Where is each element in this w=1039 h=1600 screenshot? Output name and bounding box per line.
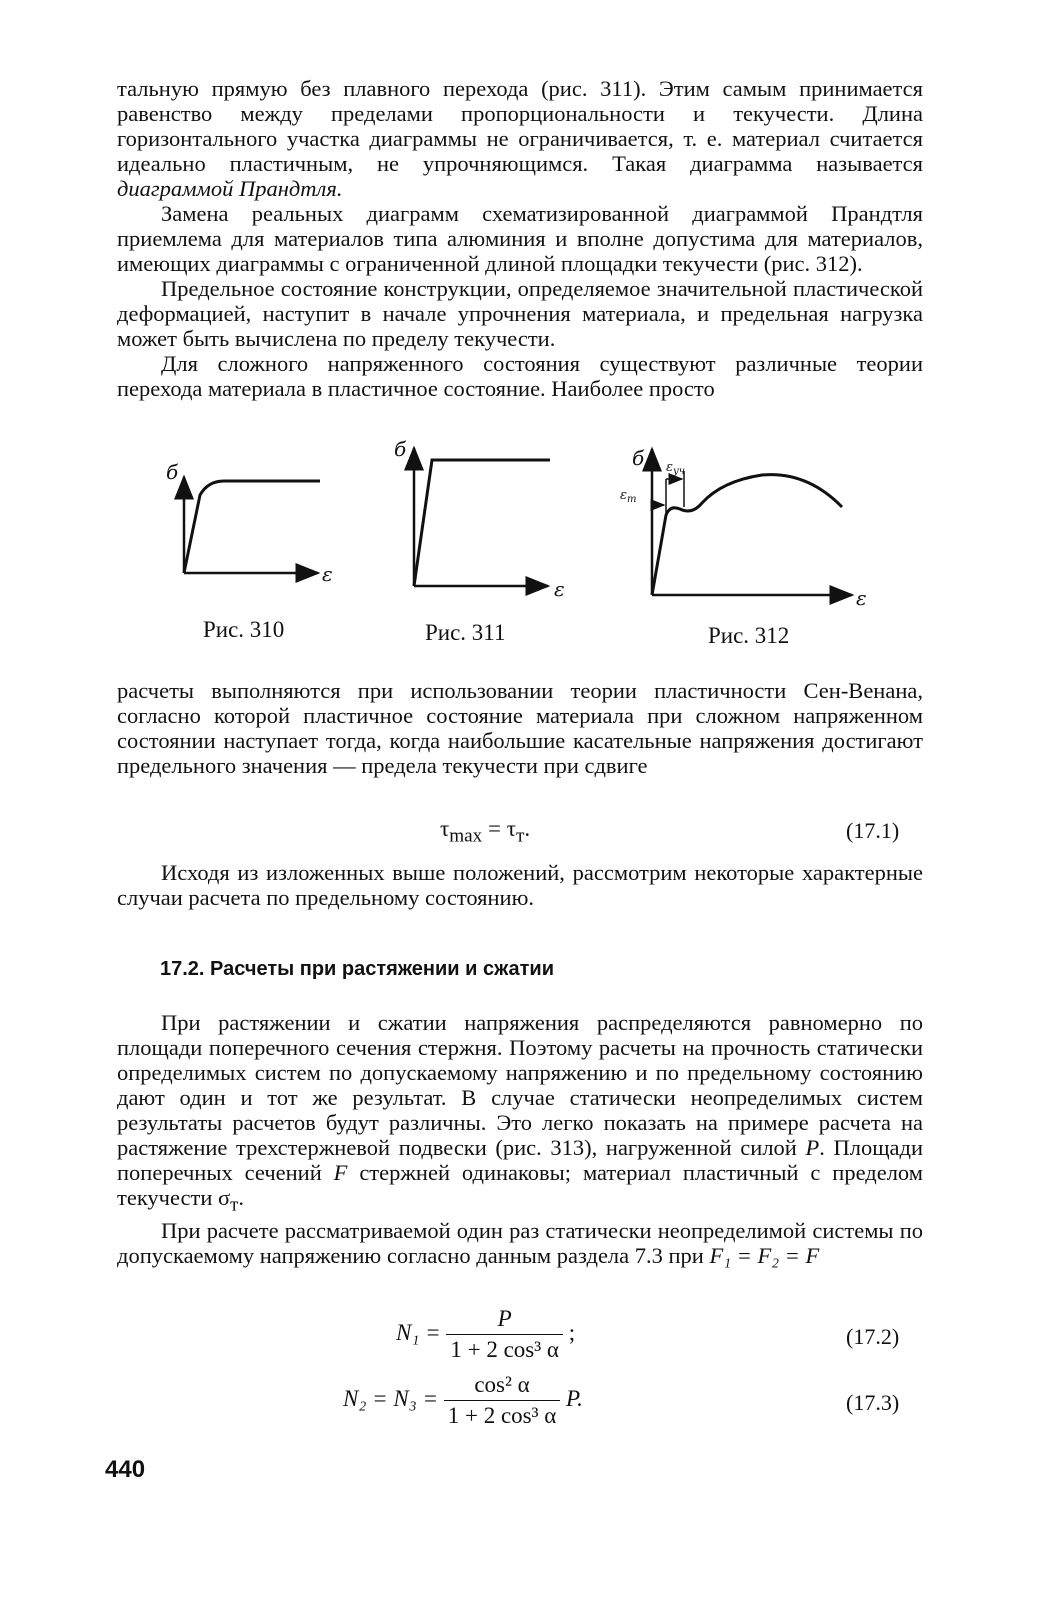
stress-strain-curve: [652, 475, 842, 595]
page-number: 440: [105, 1456, 146, 1483]
figure-312: [612, 445, 872, 610]
paragraph: Замена реальных диаграмм схематизированной диаграммой Прандтля приемлема для материалов типа алюминия и вполне допустима для материалов, имеющих диаграммы с ограниченной длиной площадки текучести (рис. 312).: [117, 201, 923, 276]
equation-number: (17.2): [846, 1324, 900, 1349]
sigma-label: б: [166, 460, 179, 484]
diagram-312: [612, 445, 872, 610]
paragraph: расчеты выполняются при использовании теории пластичности Сен-Венана, согласно которой пластичное состояние материала при сложном напряженном состоянии наступает тогда, когда наибольшие касательные напряжения достигают предельного значения — предела текучести при сдвиге: [117, 678, 923, 778]
epsilon-label: ε: [322, 562, 333, 586]
section-heading: 17.2. Расчеты при растяжении и сжатии: [160, 958, 554, 980]
prandtl-diagram-line: [414, 460, 550, 586]
stress-strain-curve: [184, 481, 320, 573]
fraction: $\frac{P}{\text{1 + 2 cos³ α}}$: [446, 1306, 563, 1363]
equation-17-1: $\tau_{max} = \tau_т$.: [440, 816, 531, 847]
paragraph: При расчете рассматриваемой один раз статически неопределимой системы по допускаемому напряжению согласно данным раздела 7.3 при F₁ = F₂ = F: [117, 1217, 923, 1268]
sigma-label: б: [632, 446, 645, 470]
epsilon-label: ε: [856, 586, 867, 610]
sigma-label: б: [394, 437, 407, 461]
middle-text-block-2: [117, 860, 923, 910]
paragraph: тальную прямую без плавного перехода (рис. 311). Этим самым принимается равенство между пределами пропорциональности и текучести. Длина горизонтального участка диаграммы не ограничивается, т. е. материал считается идеально пластичным, не упрочняющимся. Такая диаграмма называется диаграммой Прандтля.: [117, 76, 923, 201]
equation-number: (17.3): [846, 1390, 900, 1415]
fraction: $\frac{\text{cos² α}}{\text{1 + 2 cos³ α}}$: [444, 1372, 561, 1429]
paragraph: Для сложного напряженного состояния существуют различные теории перехода материала в пластичное состояние. Наиболее просто: [117, 351, 923, 401]
paragraph: Предельное состояние конструкции, определяемое значительной пластической деформацией, наступит в начале упрочнения материала, и предельная нагрузка может быть вычислена по пределу текучести.: [117, 276, 923, 351]
equation-number: (17.1): [846, 818, 900, 843]
eps-uch-subscript: уч: [672, 466, 686, 477]
diagram-310: [160, 455, 340, 595]
eps-uch-label: ε: [666, 460, 673, 475]
epsilon-label: ε: [554, 577, 565, 601]
paragraph: Исходя из изложенных выше положений, рассмотрим некоторые характерные случаи расчета по предельному состоянию.: [117, 860, 923, 910]
svg-text:εт: [620, 488, 636, 505]
italic-term: диаграммой Прандтля.: [117, 176, 343, 201]
caption-fig-310: Рис. 310: [203, 617, 285, 642]
bottom-text-block: [117, 1010, 923, 1268]
eps-t-subscript: т: [626, 494, 637, 505]
paragraph: При растяжении и сжатии напряжения распределяются равномерно по площади поперечного сечения стержня. Поэтому расчеты на прочность статически определимых систем по допускаемому напряжению и по предельному состоянию дают один и тот же результат. В случае статически неопределимых систем результаты расчетов будут различны. Это легко показать на примере расчета на растяжение трехстержневой подвески (рис. 313), нагруженной силой P. Площади поперечных сечений F стержней одинаковы; материал пластичный с пределом текучести $\sigma_т$.: [117, 1010, 924, 1216]
middle-text-block: [117, 678, 923, 778]
svg-text:εуч: [666, 460, 685, 477]
equation-17-3: N₂ = N₃ = $\frac{\text{cos² α}}{\text{1 + 2 cos³ α}}$ P.: [343, 1372, 583, 1428]
caption-fig-311: Рис. 311: [425, 620, 506, 645]
diagram-311: [390, 437, 570, 601]
eps-t-label: ε: [620, 488, 627, 503]
equation-17-2: N₁ = $\frac{P}{\text{1 + 2 cos³ α}}$ ;: [396, 1306, 576, 1362]
figure-311: [390, 437, 570, 601]
figure-310: [160, 455, 340, 595]
caption-fig-312: Рис. 312: [708, 623, 790, 648]
top-text-block: [117, 76, 923, 401]
